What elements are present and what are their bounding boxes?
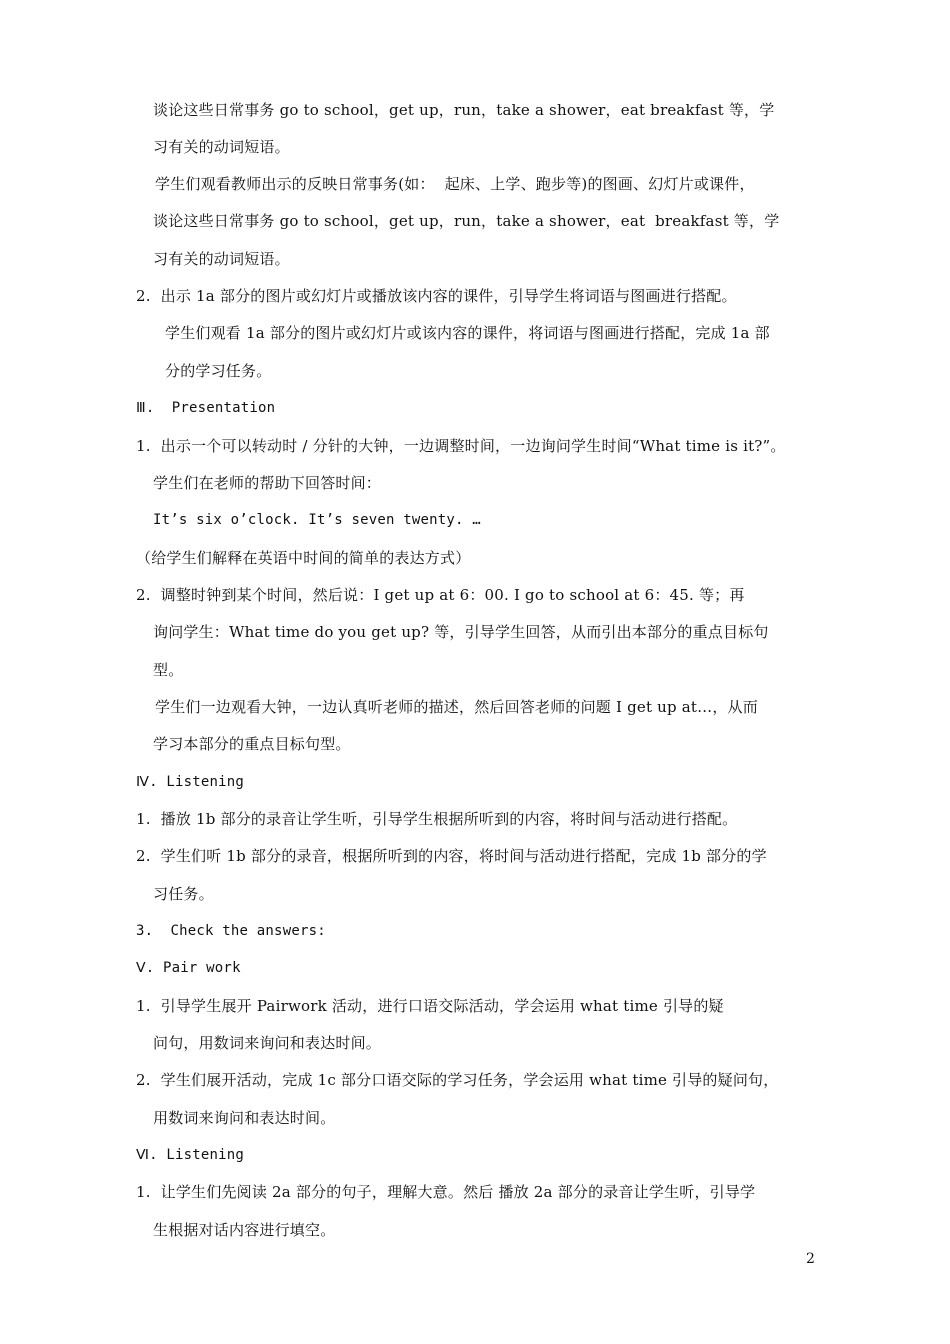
numbered-item: 2. 学生们展开活动，完成 1c 部分口语交际的学习任务，学会运用 what time 引导的疑问句， (136, 1071, 779, 1089)
text-line: 学生们在老师的帮助下回答时间： (153, 474, 382, 492)
numbered-item: 1. 让学生们先阅读 2a 部分的句子，理解大意。然后 播放 2a 部分的录音让学生听，引导学 (136, 1183, 756, 1201)
numbered-item: 2. 出示 1a 部分的图片或幻灯片或播放该内容的课件，引导学生将词语与图画进行搭配。 (136, 287, 737, 305)
text-line: 谈论这些日常事务 go to school，get up，run，take a shower，eat breakfast 等，学 (153, 212, 780, 230)
numbered-item: 2. 学生们听 1b 部分的录音，根据所听到的内容，将时间与活动进行搭配，完成 1b 部分的学 (136, 847, 767, 865)
page-number: 2 (806, 1251, 815, 1267)
text-line: 生根据对话内容进行填空。 (153, 1221, 336, 1239)
text-line: 学生们观看 1a 部分的图片或幻灯片或该内容的课件，将词语与图画进行搭配，完成 1a 部 (165, 324, 770, 342)
section-heading: Ⅴ. Pair work (136, 960, 241, 976)
text-line: 学生们一边观看大钟，一边认真听老师的描述，然后回答老师的问题 I get up at…，从而 (155, 698, 758, 716)
text-line: 习有关的动词短语。 (153, 250, 290, 268)
text-line: 询问学生：What time do you get up? 等，引导学生回答，从而引出本部分的重点目标句 (153, 623, 769, 641)
text-line: 分的学习任务。 (165, 362, 272, 380)
text-line: It’s six o’clock. It’s seven twenty. … (153, 512, 481, 528)
text-line: 谈论这些日常事务 go to school，get up，run，take a shower，eat breakfast 等，学 (153, 101, 775, 119)
text-line: 学生们观看教师出示的反映日常事务(如： 起床、上学、跑步等)的图画、幻灯片或课件， (155, 175, 755, 193)
numbered-item: 3. Check the answers: (136, 923, 326, 939)
numbered-item: 1. 出示一个可以转动时 / 分针的大钟，一边调整时间，一边询问学生时间“What time is it?”。 (136, 437, 786, 455)
text-line: 用数词来询问和表达时间。 (153, 1109, 336, 1127)
numbered-item: 2. 调整时钟到某个时间，然后说：I get up at 6：00. I go to school at 6：45. 等；再 (136, 586, 745, 604)
text-line: 型。 (153, 661, 184, 679)
section-heading: Ⅵ. Listening (136, 1147, 245, 1163)
section-heading: Ⅳ. Listening (136, 774, 245, 790)
text-line: （给学生们解释在英语中时间的简单的表达方式） (136, 549, 471, 567)
text-line: 习任务。 (153, 885, 214, 903)
numbered-item: 1. 播放 1b 部分的录音让学生听，引导学生根据所听到的内容，将时间与活动进行搭配。 (136, 810, 738, 828)
text-line: 学习本部分的重点目标句型。 (153, 735, 351, 753)
section-heading: Ⅲ. Presentation (136, 400, 276, 416)
numbered-item: 1. 引导学生展开 Pairwork 活动，进行口语交际活动，学会运用 what time 引导的疑 (136, 997, 724, 1015)
text-line: 习有关的动词短语。 (153, 138, 290, 156)
text-line: 问句，用数词来询问和表达时间。 (153, 1034, 382, 1052)
